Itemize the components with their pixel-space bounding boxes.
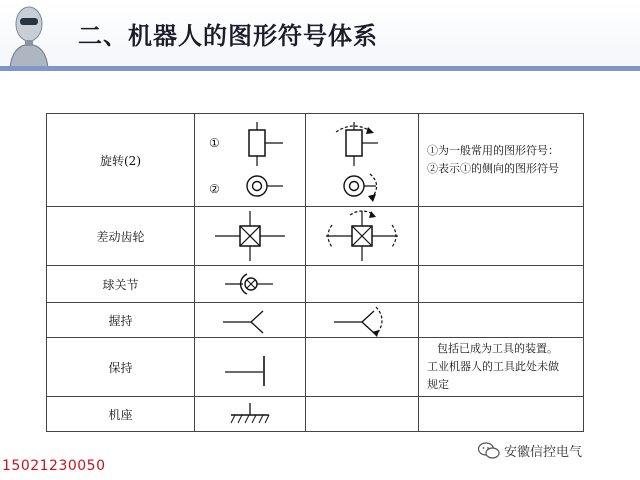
brand-name: 安徽信控电气 [504,445,583,460]
page-title: 二、机器人的图形符号体系 [78,22,378,50]
mark-2: ② [209,182,220,196]
table-row [47,397,584,432]
note-line: 规定 [427,378,449,391]
differential-gear-rotation-icon [306,207,418,265]
table-row [47,303,584,338]
note-line: 包括已成为工具的装置。 [437,342,558,355]
header-accent-bar [0,66,640,71]
row-name-rotation: 旋转(2) [47,114,195,207]
base-ground-icon [195,397,305,431]
grip-icon [195,303,305,337]
note-line: ①为一般常用的图形符号： [427,144,559,157]
phone-number: 15021230050 [2,458,106,474]
row-name-base: 机座 [47,397,195,432]
symbol-table [46,113,584,432]
differential-gear-icon [195,207,305,265]
hold-note [419,338,584,397]
rotation-arrow-symbol-icon [306,114,418,206]
row-name-hold: 保持 [47,338,195,397]
brand-watermark [478,441,582,460]
table-row [47,114,584,207]
row-name-ball-joint: 球关节 [47,266,195,303]
robot-logo-icon [4,2,54,68]
rotation-alt-symbol-cell [306,114,419,207]
ball-joint-icon [195,266,305,302]
rotation-symbol-cell [195,114,306,207]
mark-1: ① [209,136,220,150]
table-row [47,266,584,303]
rotation-note [419,114,584,207]
wechat-icon [478,442,500,460]
row-name-differential-gear: 差动齿轮 [47,207,195,266]
slide-header [0,0,640,70]
hold-icon [195,338,305,396]
row-name-grip: 握持 [47,303,195,338]
note-line: 工业机器人的工具此处未做 [427,360,559,373]
grip-rotation-icon [306,303,418,337]
table-row [47,207,584,266]
note-line: ②表示①的侧向的图形符号 [427,162,559,175]
table-row [47,338,584,397]
